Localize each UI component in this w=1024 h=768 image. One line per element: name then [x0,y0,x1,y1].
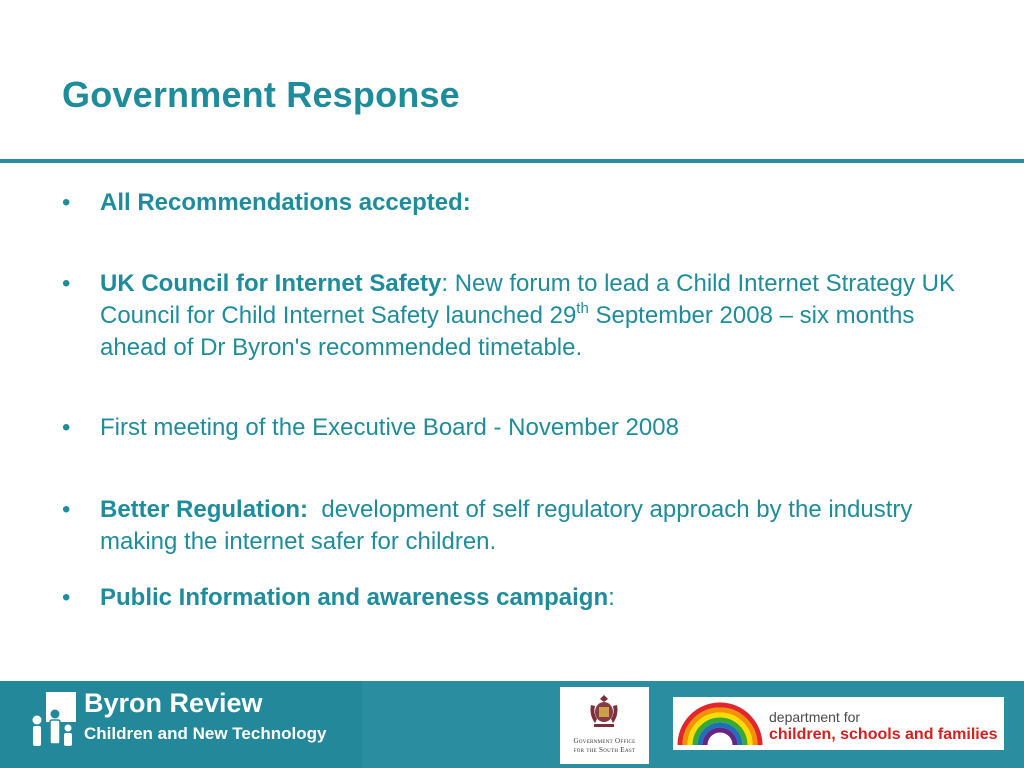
dcsf-logo [673,697,1004,750]
bullet-text [100,187,967,219]
bullet-body-text: First meeting of the Executive Board - November 2008 [100,414,679,441]
byron-review-subtitle: Children and New Technology [84,724,327,743]
byron-family-icon [30,690,78,748]
bullet-bold-text: UK Council for Internet Safety [100,270,442,297]
bullet-bold-text: All Recommendations accepted: [100,189,471,216]
bullet-marker: • [62,584,71,611]
gose-text [560,737,649,755]
gose-line2: for the South East [573,746,636,754]
bullet-text [100,268,967,364]
bullet-marker: • [62,414,71,441]
gose-line1: Government Office [573,737,636,745]
bullet-item [62,268,967,364]
bullet-item [62,412,967,444]
bullet-body-text: : New forum to lead a Child Internet Strategy UK Council for Child Internet Safety launched 29 [100,270,955,329]
rainbow-icon [677,701,763,747]
slide-title: Government Response [62,74,460,115]
bullet-text [100,582,967,614]
title-divider [0,159,1024,163]
royal-crest-icon [588,693,620,729]
ordinal-suffix: th [576,300,589,317]
bullet-marker: • [62,189,71,216]
bullet-marker: • [62,270,71,297]
bullet-text [100,412,967,444]
bullet-item [62,582,967,614]
bullet-bold-text: Better Regulation: [100,496,309,523]
bullet-body-text: : [608,584,615,611]
bullet-item [62,494,967,558]
dcsf-line1: department for [769,709,861,725]
bullet-body-text: development of self regulatory approach by the industry making the internet safer for children. [100,496,920,555]
bullet-text [100,494,967,558]
bullet-item [62,187,967,219]
byron-review-title: Byron Review [84,688,263,718]
bullet-bold-text: Public Information and awareness campaign [100,584,609,611]
gose-logo [560,687,649,764]
bullet-marker: • [62,496,71,523]
bullet-body-text-continued: September 2008 – six months ahead of Dr Byron's recommended timetable. [100,302,915,361]
dcsf-line2: children, schools and families [769,726,998,743]
